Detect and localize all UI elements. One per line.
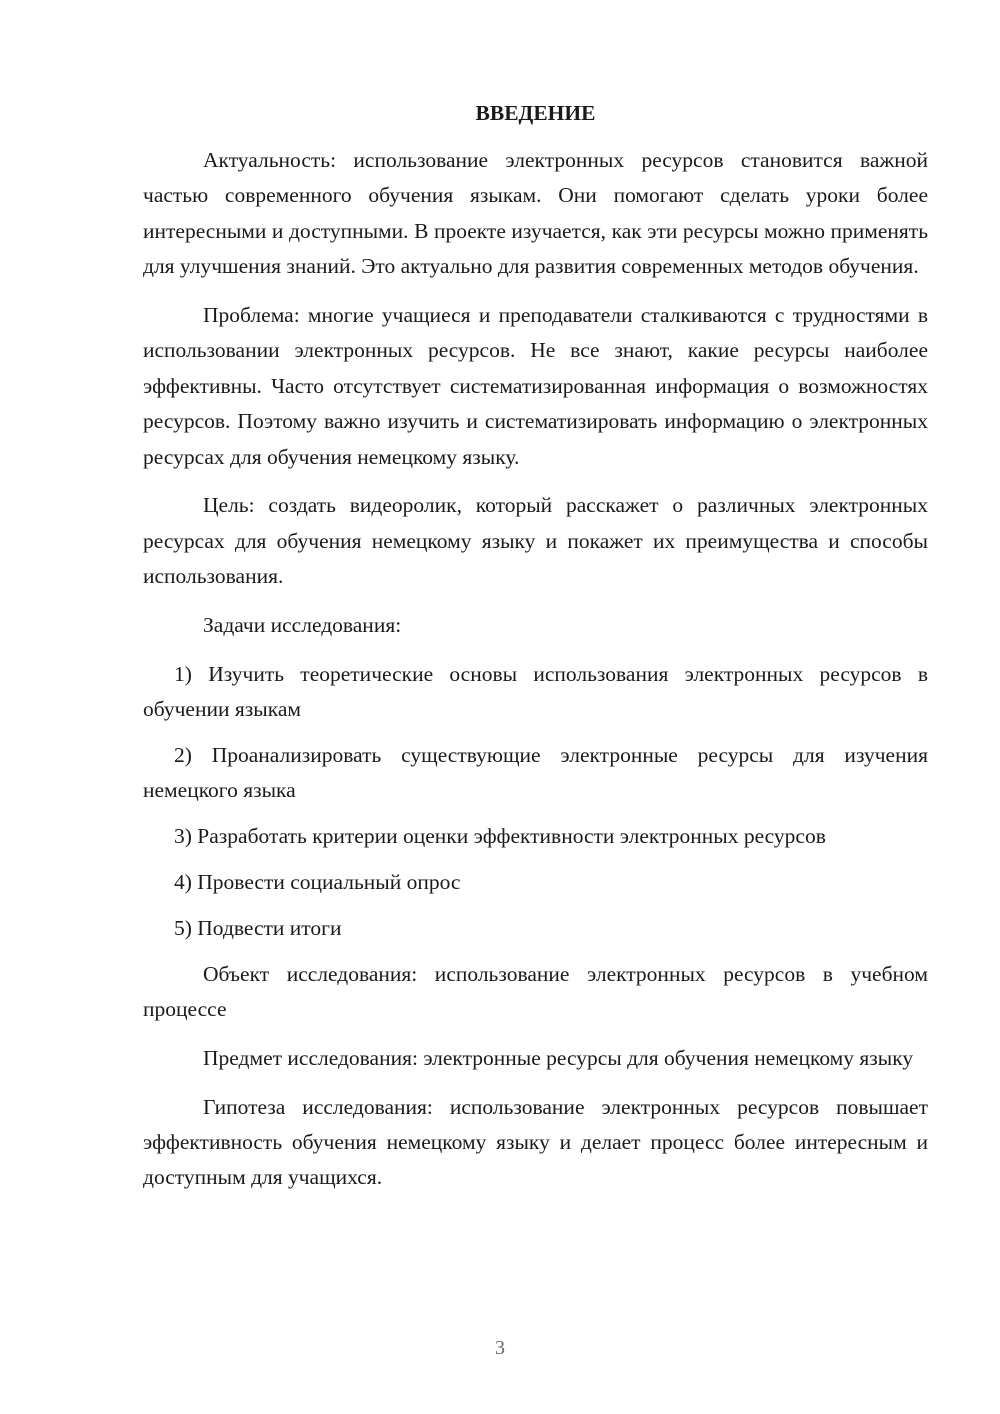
subject-paragraph: Предмет исследования: электронные ресурсы для обучения немецкому языку	[203, 1045, 914, 1070]
problem-paragraph: Проблема: многие учащиеся и преподаватели сталкиваются с трудностями в использовании электронных ресурсов. Не все знают, какие ресурсы наиболее эффективны. Часто отсутствует систематизированная информация о возможностях ресурсов. Поэтому важно изучить и систематизировать информацию о электронных ресурсах для обучения немецкому языку.	[143, 303, 928, 469]
object-paragraph: Объект исследования: использование электронных ресурсов в учебном процессе	[143, 961, 928, 1022]
page-number: 3	[495, 1337, 505, 1359]
hypothesis-paragraph: Гипотеза исследования: использование электронных ресурсов повышает эффективность обучения немецкому языку и делает процесс более интересным и доступным для учащихся.	[143, 1094, 928, 1190]
relevance-paragraph: Актуальность: использование электронных ресурсов становится важной частью современного обучения языкам. Они помогают сделать уроки более интересными и доступными. В проекте изучается, как эти ресурсы можно применять для улучшения знаний. Это актуально для развития современных методов обучения.	[143, 148, 928, 279]
page-content	[143, 96, 928, 1209]
task-item: 5) Подвести итоги	[174, 915, 342, 940]
tasks-title: Задачи исследования:	[203, 613, 402, 638]
section-heading: ВВЕДЕНИЕ	[475, 101, 596, 125]
task-item: 1) Изучить теоретические основы использования электронных ресурсов в обучении языкам	[143, 661, 928, 722]
task-item: 2) Проанализировать существующие электронные ресурсы для изучения немецкого языка	[143, 743, 928, 803]
task-item: 4) Провести социальный опрос	[174, 870, 461, 895]
goal-paragraph: Цель: создать видеоролик, который расскажет о различных электронных ресурсах для обучения немецкому языку и покажет их преимущества и способы использования.	[143, 493, 928, 589]
task-item: 3) Разработать критерии оценки эффективности электронных ресурсов	[174, 824, 826, 849]
